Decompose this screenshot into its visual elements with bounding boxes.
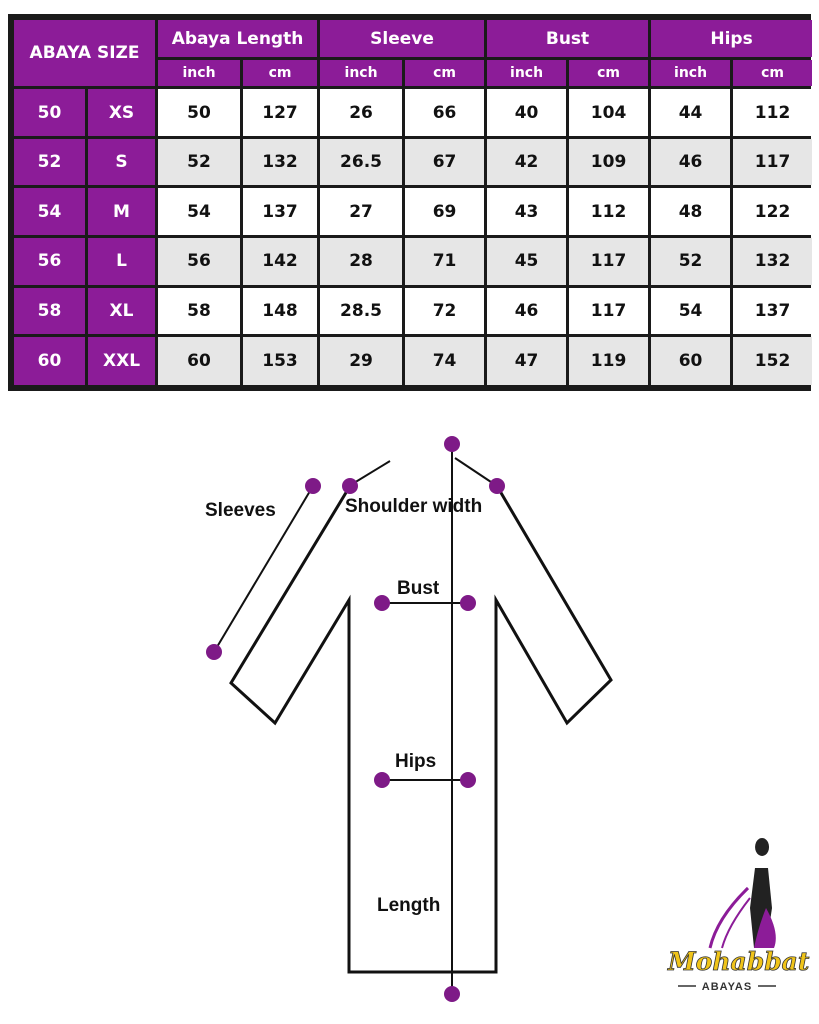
logo-brand-text: Mohabbat bbox=[668, 947, 810, 976]
table-row bbox=[14, 238, 812, 285]
measurement-cell: 47 bbox=[487, 337, 566, 385]
measurement-cell: 137 bbox=[733, 288, 812, 335]
measurement-cell: 132 bbox=[243, 139, 317, 186]
measure-lines bbox=[214, 444, 497, 994]
sleeves-label: Sleeves bbox=[205, 500, 276, 521]
measurement-cell: 72 bbox=[405, 288, 484, 335]
measurement-cell: 117 bbox=[569, 288, 648, 335]
measurement-cell: 28.5 bbox=[320, 288, 402, 335]
size-label-cell: S bbox=[88, 139, 155, 186]
unit-header: cm bbox=[569, 60, 648, 86]
size-label-cell: M bbox=[88, 188, 155, 235]
unit-header: inch bbox=[651, 60, 730, 86]
size-table bbox=[11, 17, 815, 388]
measurement-cell: 48 bbox=[651, 188, 730, 235]
unit-header: inch bbox=[487, 60, 566, 86]
measurement-cell: 66 bbox=[405, 89, 484, 136]
measurement-cell: 60 bbox=[158, 337, 240, 385]
measurement-cell: 56 bbox=[158, 238, 240, 285]
measurement-cell: 26.5 bbox=[320, 139, 402, 186]
table-row bbox=[14, 89, 812, 136]
measurement-cell: 54 bbox=[158, 188, 240, 235]
measurement-cell: 28 bbox=[320, 238, 402, 285]
table-row bbox=[14, 337, 812, 385]
measurement-cell: 152 bbox=[733, 337, 812, 385]
measurement-cell: 71 bbox=[405, 238, 484, 285]
table-row bbox=[14, 288, 812, 335]
abaya-size-header: ABAYA SIZE bbox=[14, 20, 155, 86]
measurement-cell: 69 bbox=[405, 188, 484, 235]
measurement-cell: 67 bbox=[405, 139, 484, 186]
measurement-cell: 29 bbox=[320, 337, 402, 385]
size-number-cell: 58 bbox=[14, 288, 85, 335]
measurement-cell: 46 bbox=[651, 139, 730, 186]
logo-figure-icon bbox=[710, 838, 776, 948]
measurement-cell: 112 bbox=[569, 188, 648, 235]
hips-header: Hips bbox=[651, 20, 812, 57]
size-label-cell: XL bbox=[88, 288, 155, 335]
size-number-cell: 52 bbox=[14, 139, 85, 186]
size-chart bbox=[8, 14, 811, 391]
measurement-cell: 112 bbox=[733, 89, 812, 136]
size-number-cell: 56 bbox=[14, 238, 85, 285]
measurement-cell: 54 bbox=[651, 288, 730, 335]
size-number-cell: 50 bbox=[14, 89, 85, 136]
size-label-cell: XS bbox=[88, 89, 155, 136]
logo-sub-text: ABAYAS bbox=[701, 981, 753, 993]
measurement-cell: 60 bbox=[651, 337, 730, 385]
hips-label: Hips bbox=[395, 751, 437, 772]
table-row bbox=[14, 188, 812, 235]
abaya-length-header: Abaya Length bbox=[158, 20, 317, 57]
measurement-cell: 127 bbox=[243, 89, 317, 136]
measurement-cell: 40 bbox=[487, 89, 566, 136]
sleeve-header: Sleeve bbox=[320, 20, 484, 57]
shoulder-width-label: Shoulder width bbox=[345, 496, 483, 517]
measurement-cell: 27 bbox=[320, 188, 402, 235]
length-label: Length bbox=[377, 895, 441, 916]
measurement-cell: 50 bbox=[158, 89, 240, 136]
measurement-cell: 117 bbox=[569, 238, 648, 285]
bust-label: Bust bbox=[397, 578, 440, 599]
measurement-cell: 119 bbox=[569, 337, 648, 385]
measurement-cell: 137 bbox=[243, 188, 317, 235]
header-row bbox=[14, 20, 812, 57]
measurement-cell: 44 bbox=[651, 89, 730, 136]
measurement-cell: 148 bbox=[243, 288, 317, 335]
measurement-cell: 104 bbox=[569, 89, 648, 136]
measurement-cell: 74 bbox=[405, 337, 484, 385]
size-number-cell: 60 bbox=[14, 337, 85, 385]
measurement-cell: 26 bbox=[320, 89, 402, 136]
measurement-cell: 132 bbox=[733, 238, 812, 285]
measurement-cell: 122 bbox=[733, 188, 812, 235]
size-label-cell: XXL bbox=[88, 337, 155, 385]
unit-header: inch bbox=[158, 60, 240, 86]
measurement-cell: 153 bbox=[243, 337, 317, 385]
unit-header: cm bbox=[405, 60, 484, 86]
unit-header: cm bbox=[243, 60, 317, 86]
measurement-cell: 52 bbox=[158, 139, 240, 186]
measurement-cell: 52 bbox=[651, 238, 730, 285]
measurement-cell: 42 bbox=[487, 139, 566, 186]
measurement-cell: 43 bbox=[487, 188, 566, 235]
measurement-cell: 117 bbox=[733, 139, 812, 186]
measurement-cell: 142 bbox=[243, 238, 317, 285]
size-number-cell: 54 bbox=[14, 188, 85, 235]
measurement-cell: 45 bbox=[487, 238, 566, 285]
table-row bbox=[14, 139, 812, 186]
brand-logo bbox=[662, 848, 810, 998]
unit-header: cm bbox=[733, 60, 812, 86]
measurement-cell: 109 bbox=[569, 139, 648, 186]
size-label-cell: L bbox=[88, 238, 155, 285]
measurement-cell: 58 bbox=[158, 288, 240, 335]
unit-header: inch bbox=[320, 60, 402, 86]
bust-header: Bust bbox=[487, 20, 648, 57]
measurement-cell: 46 bbox=[487, 288, 566, 335]
